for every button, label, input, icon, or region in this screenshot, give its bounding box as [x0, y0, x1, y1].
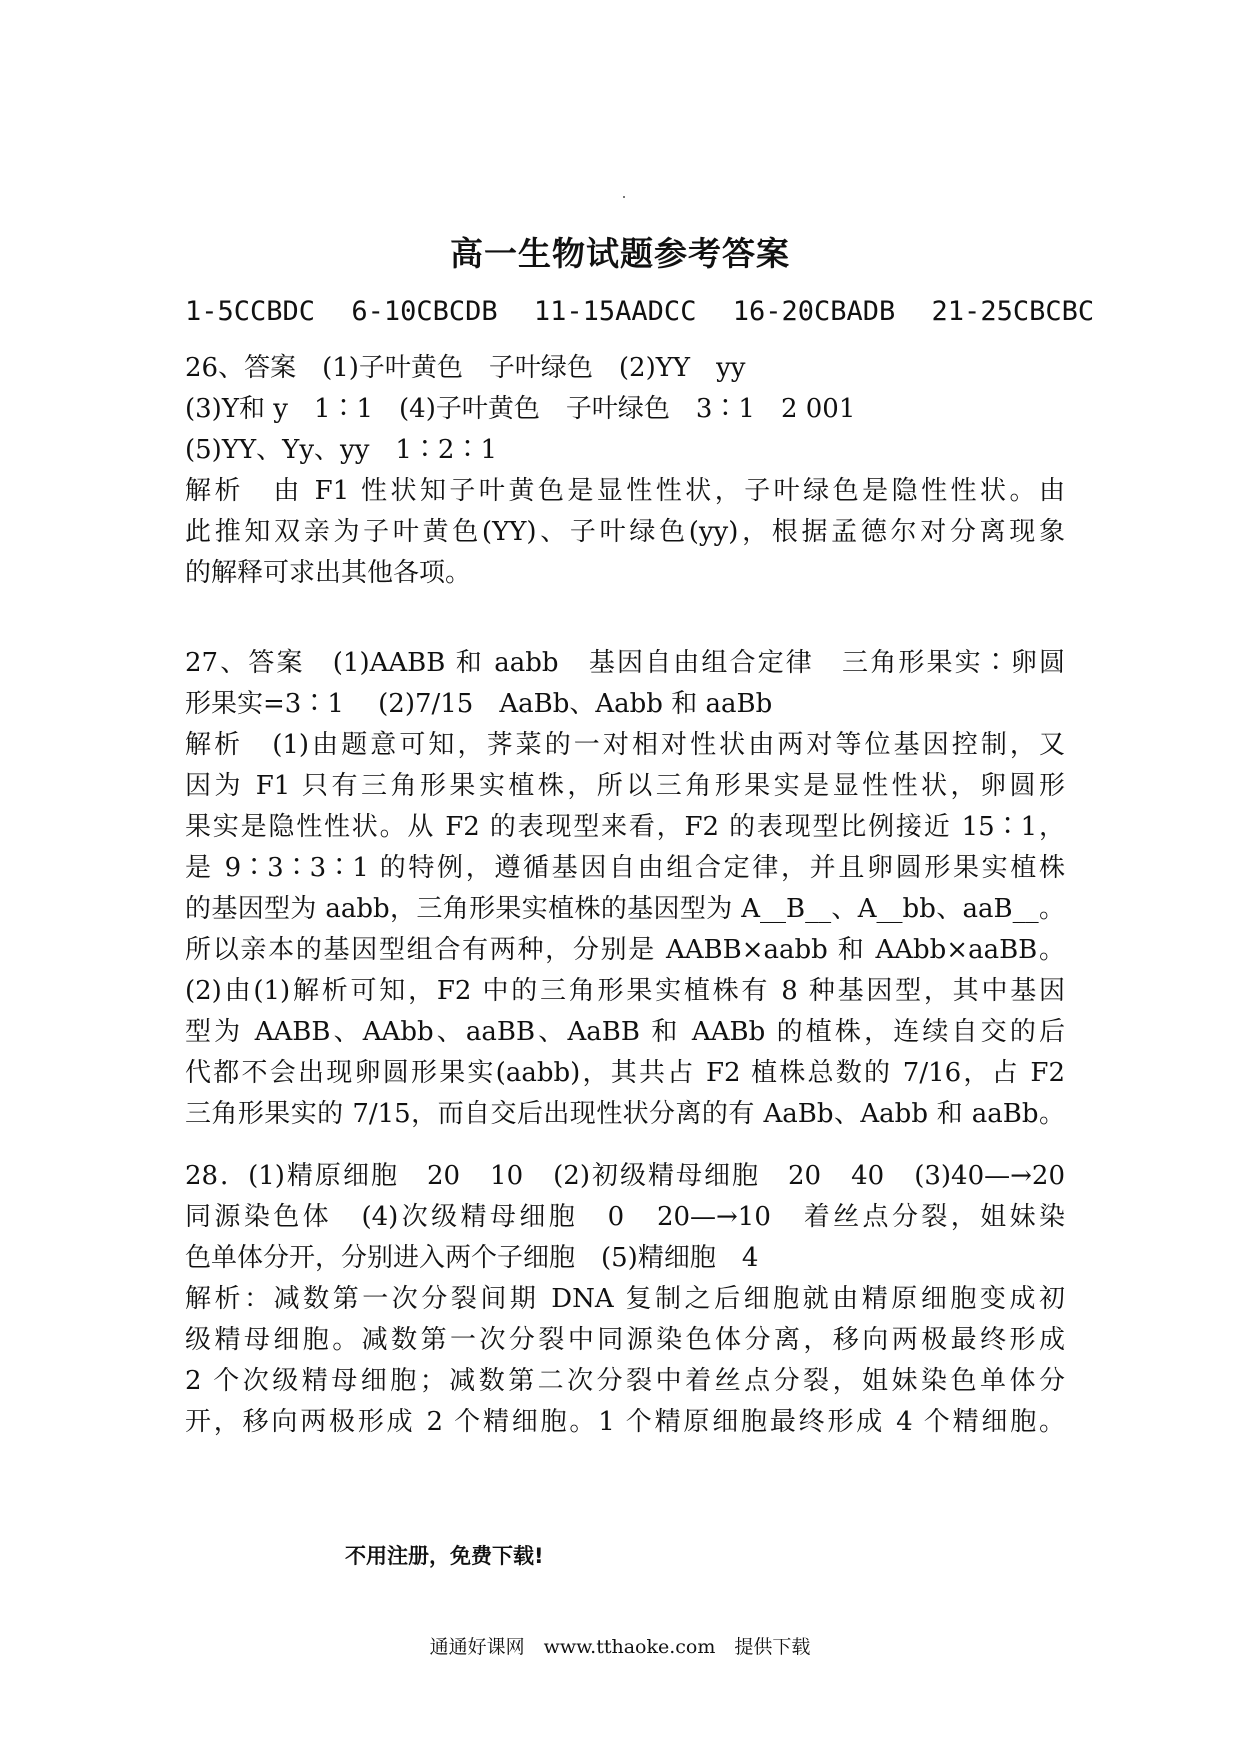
q28-line-1: 28．(1)精原细胞 20 10 (2)初级精母细胞 20 40 (3)40—→20	[185, 1161, 1065, 1191]
q27-line-11: 代都不会出现卵圆形果实(aabb)，其共占 F2 植株总数的 7/16，占 F2	[185, 1058, 1065, 1088]
q27-line-3: 解析 (1)由题意可知，荠菜的一对相对性状由两对等位基因控制，又	[185, 730, 1065, 760]
question-27	[185, 643, 1065, 1135]
scan-speck	[623, 196, 625, 198]
q27-line-2: 形果实=3∶1 (2)7/15 AaBb、Aabb 和 aaBb	[185, 689, 773, 719]
answer-group-3: 11-15AADCC	[533, 296, 697, 327]
answer-group-1: 1-5CCBDC	[185, 296, 316, 327]
free-download-note: 不用注册，免费下载!	[345, 1544, 544, 1568]
q28-line-4: 解析：减数第一次分裂间期 DNA 复制之后细胞就由精原细胞变成初	[185, 1284, 1065, 1314]
q27-line-6: 是 9∶3∶3∶1 的特例，遵循基因自由组合定律，并且卵圆形果实植株	[185, 853, 1065, 883]
q27-line-10: 型为 AABB、AAbb、aaBB、AaBB 和 AABb 的植株，连续自交的后	[185, 1017, 1065, 1047]
q28-line-7: 开，移向两极形成 2 个精细胞。1 个精原细胞最终形成 4 个精细胞。	[185, 1407, 1065, 1437]
q26-analysis-line-3: 的解释可求出其他各项。	[185, 558, 472, 588]
q28-line-6: 2 个次级精母细胞；减数第二次分裂中着丝点分裂，姐妹染色单体分	[185, 1366, 1065, 1396]
multiple-choice-answers	[185, 296, 1095, 327]
q28-line-3: 色单体分开，分别进入两个子细胞 (5)精细胞 4	[185, 1243, 759, 1273]
page-title: 高一生物试题参考答案	[450, 234, 790, 273]
q27-line-1: 27、答案 (1)AABB 和 aabb 基因自由组合定律 三角形果实∶卵圆	[185, 648, 1065, 678]
q26-answer-line-1: 26、答案 (1)子叶黄色 子叶绿色 (2)YY yy	[185, 353, 746, 383]
q26-analysis-line-1: 解析 由 F1 性状知子叶黄色是显性性状，子叶绿色是隐性性状。由	[185, 476, 1065, 506]
question-26	[185, 348, 1065, 594]
q27-line-5: 果实是隐性性状。从 F2 的表现型来看，F2 的表现型比例接近 15∶1，	[185, 812, 1065, 842]
q27-line-12: 三角形果实的 7/15，而自交后出现性状分离的有 AaBb、Aabb 和 aaBb。	[185, 1099, 1065, 1129]
q26-answer-line-2: (3)Y和 y 1∶1 (4)子叶黄色 子叶绿色 3∶1 2 001	[185, 394, 856, 424]
page-footer: 通通好课网 www.tthaoke.com 提供下载	[429, 1636, 811, 1658]
q28-line-2: 同源染色体 (4)次级精母细胞 0 20—→10 着丝点分裂，姐妹染	[185, 1202, 1065, 1232]
q27-line-8: 所以亲本的基因型组合有两种，分别是 AABB×aabb 和 AAbb×aaBB。	[185, 935, 1065, 965]
question-28	[185, 1156, 1065, 1443]
q26-analysis-line-2: 此推知双亲为子叶黄色(YY)、子叶绿色(yy)，根据孟德尔对分离现象	[185, 517, 1065, 547]
answer-group-4: 16-20CBADB	[732, 296, 896, 327]
q28-line-5: 级精母细胞。减数第一次分裂中同源染色体分离，移向两极最终形成	[185, 1325, 1065, 1355]
q27-line-4: 因为 F1 只有三角形果实植株，所以三角形果实是显性性状，卵圆形	[185, 771, 1065, 801]
answer-group-2: 6-10CBCDB	[351, 296, 498, 327]
q27-line-7: 的基因型为 aabb，三角形果实植株的基因型为 A__B__、A__bb、aaB__。	[185, 894, 1065, 924]
answer-group-5: 21-25CBCBC	[931, 296, 1095, 327]
q26-answer-line-3: (5)YY、Yy、yy 1∶2∶1	[185, 435, 498, 465]
q27-line-9: (2)由(1)解析可知，F2 中的三角形果实植株有 8 种基因型，其中基因	[185, 976, 1065, 1006]
